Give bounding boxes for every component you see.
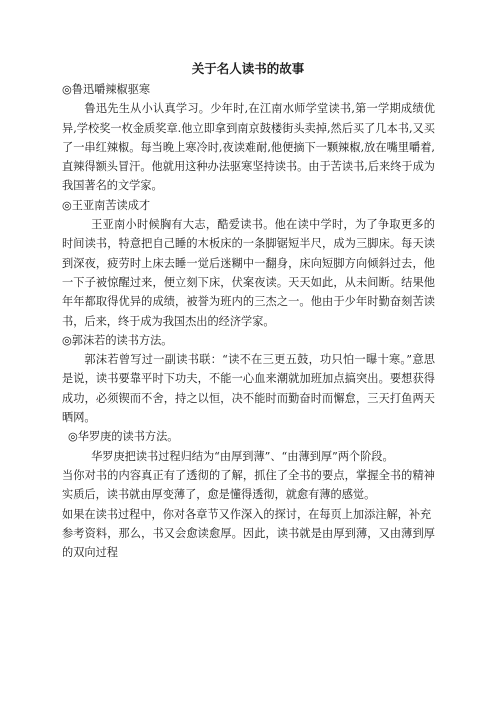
section-paragraph-hualuogeng-cont-1: 当你对书的内容真正有了透彻的了解，抓住了全书的要点，掌握全书的精神实质后，读书就由厚变薄了，愈是懂得透彻，就愈有薄的感觉。 <box>62 468 435 502</box>
section-paragraph-guomoruo: 郭沫若曾写过一副读书联：“读不在三更五鼓，功只怕一曝十寒。”意思是说，读书要靠平时下功夫，不能一心血来潮就加班加点搞突出。要想获得成功，必须锲而不舍，持之以恒，决不能时而勤奋时而懈怠，三天打鱼两天晒网。 <box>62 353 435 425</box>
section-heading-guomoruo: ◎郭沫若的读书方法。 <box>62 333 173 347</box>
document-body <box>62 80 435 562</box>
document-title: 关于名人读书的故事 <box>191 61 305 76</box>
section-paragraph-luxun: 鲁迅先生从小认真学习。少年时,在江南水师学堂读书,第一学期成绩优异,学校奖一枚金质奖章.他立即拿到南京鼓楼街头卖掉,然后买了几本书,又买了一串红辣椒。每当晚上寒冷时,夜读难耐,他便摘下一颗辣椒,放在嘴里嚼着,直辣得额头冒汗。他就用这种办法驱寒坚持读书。由于苦读书,后来终于成为我国著名的文学家。 <box>62 102 435 193</box>
section-heading-luxun: ◎鲁迅嚼辣椒驱寒 <box>62 83 151 96</box>
section-paragraph-wangyanan: 王亚南小时候胸有大志，酷爱读书。他在读中学时，为了争取更多的时间读书，特意把自己睡的木板床的一条脚锯短半尺，成为三脚床。每天读到深夜，疲劳时上床去睡一觉后迷糊中一翻身，床向短脚方向倾斜过去，他一下子被惊醒过来，便立刻下床，伏案夜读。天天如此，从未间断。结果他年年都取得优异的成绩，被誉为班内的三杰之一。他由于少年时勤奋刻苦读书，后来，终于成为我国杰出的经济学家。 <box>62 218 435 328</box>
section-heading-wangyanan: ◎王亚南苦读成才 <box>62 198 151 212</box>
section-paragraph-hualuogeng-cont-2: 如果在读书过程中，你对各章节又作深入的探讨，在每页上加添注解，补充 <box>62 507 432 521</box>
section-paragraph-hualuogeng: 华罗庚把读书过程归结为“由厚到薄”、“由薄到厚”两个阶段。 <box>91 449 394 463</box>
section-heading-hualuogeng: ◎华罗庚的读书方法。 <box>68 430 179 444</box>
section-paragraph-hualuogeng-cont-3: 参考资料，那么，书又会愈读愈厚。因此，读书就是由厚到薄，又由薄到厚的双向过程 <box>62 526 435 560</box>
